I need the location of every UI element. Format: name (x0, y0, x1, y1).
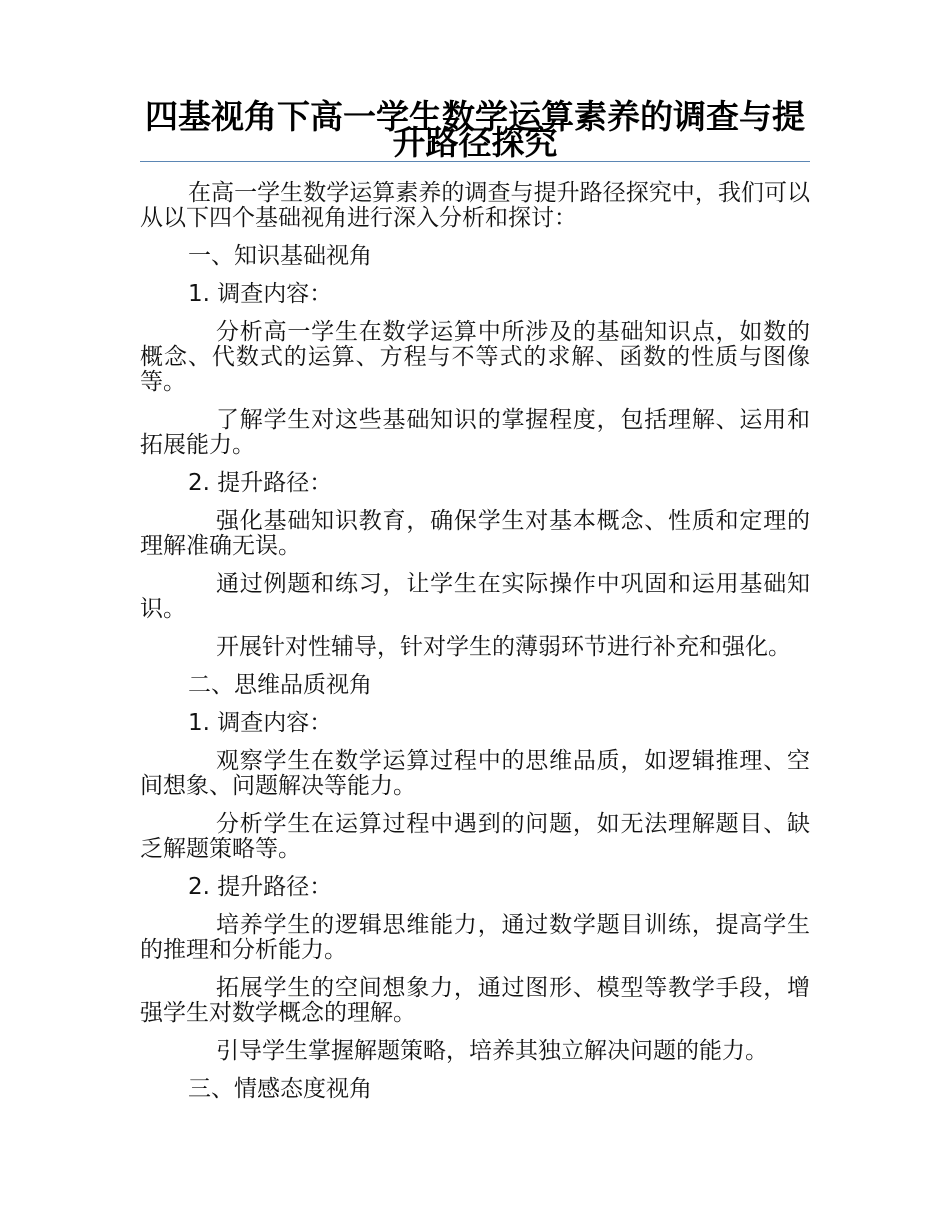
document-title: 四基视角下高一学生数学运算素养的调查与提升路径探究 (145, 97, 805, 162)
path-item: 强化基础知识教育，确保学生对基本概念、性质和定理的理解准确无误。 (140, 508, 810, 559)
survey-item: 观察学生在数学运算过程中的思维品质，如逻辑推理、空间想象、问题解决等能力。 (140, 748, 810, 799)
path-item: 通过例题和练习，让学生在实际操作中巩固和运用基础知识。 (140, 571, 810, 622)
intro-paragraph: 在高一学生数学运算素养的调查与提升路径探究中，我们可以从以下四个基础视角进行深入分析和探讨： (140, 180, 810, 231)
path-item: 培养学生的逻辑思维能力，通过数学题目训练，提高学生的推理和分析能力。 (140, 912, 810, 963)
path-item: 引导学生掌握解题策略，培养其独立解决问题的能力。 (216, 1038, 768, 1064)
section-heading-emotion: 三、情感态度视角 (188, 1076, 372, 1102)
path-item: 开展针对性辅导，针对学生的薄弱环节进行补充和强化。 (216, 634, 791, 660)
survey-content-label: 1. 调查内容： (188, 710, 333, 736)
survey-item: 分析高一学生在数学运算中所涉及的基础知识点，如数的概念、代数式的运算、方程与不等式的求解、函数的性质与图像等。 (140, 319, 810, 395)
survey-item: 了解学生对这些基础知识的掌握程度，包括理解、运用和拓展能力。 (140, 407, 810, 458)
improvement-path-label: 2. 提升路径： (188, 874, 333, 900)
section-heading-thinking: 二、思维品质视角 (188, 672, 372, 698)
path-item: 拓展学生的空间想象力，通过图形、模型等教学手段，增强学生对数学概念的理解。 (140, 975, 810, 1026)
survey-item: 分析学生在运算过程中遇到的问题，如无法理解题目、缺乏解题策略等。 (140, 811, 810, 862)
title-underline (140, 161, 810, 162)
improvement-path-label: 2. 提升路径： (188, 470, 333, 496)
section-heading-knowledge: 一、知识基础视角 (188, 243, 372, 269)
survey-content-label: 1. 调查内容： (188, 281, 333, 307)
document-body (140, 181, 810, 1102)
